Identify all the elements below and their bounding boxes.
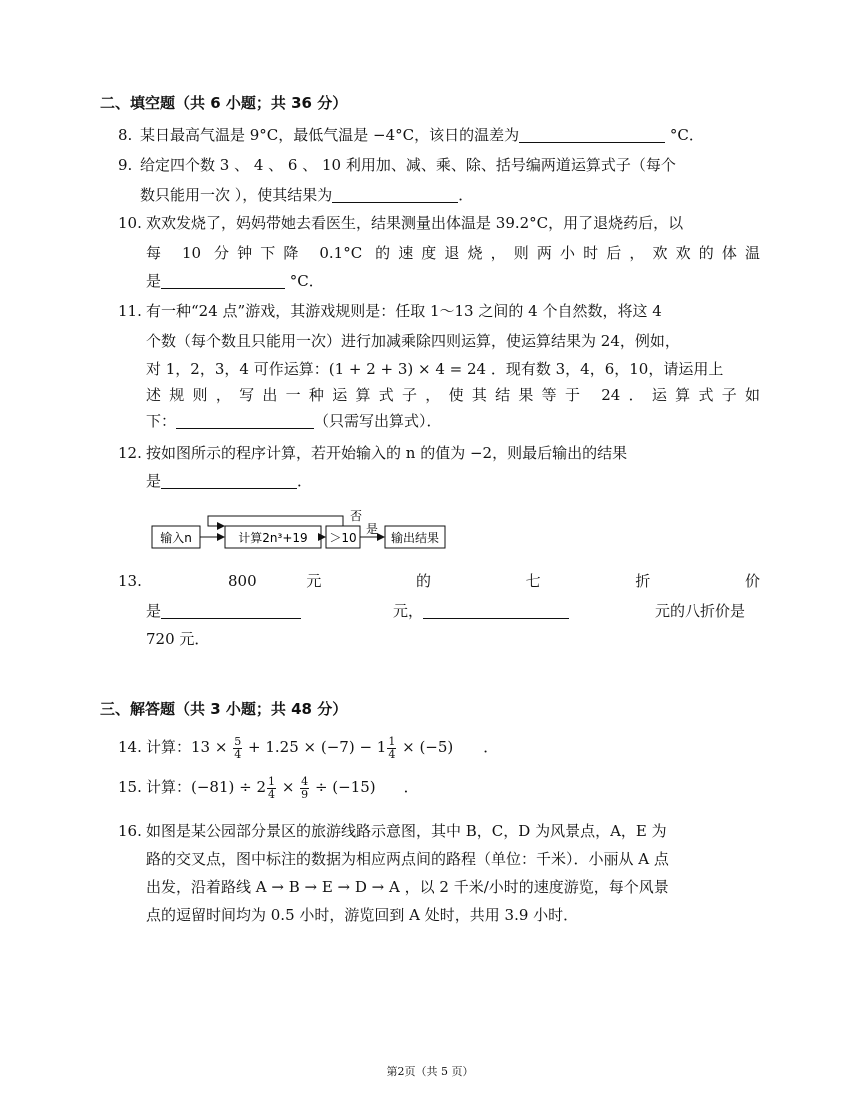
- question-16: 16. 如图是某公园部分景区的旅游线路示意图，其中 B，C，D 为风景点，A，E 为: [118, 816, 760, 846]
- question-11-line-4: 述规则，写出一种运算式子，使其结果等于 24．运算式子如: [146, 386, 760, 404]
- section-title-fill-blank: 二、填空题（共 6 小题；共 36 分）: [100, 94, 348, 112]
- question-10-line-2: 每 10 分钟下降 0.1°C 的速度退烧，则两小时后，欢欢的体温: [146, 244, 760, 262]
- question-number: 15.: [118, 778, 142, 796]
- answer-blank: [161, 600, 301, 619]
- question-10-line-3: 是 °C．: [146, 272, 324, 290]
- question-16-line-2: 路的交叉点，图中标注的数据为相应两点间的路程（单位：千米）．小丽从 A 点: [146, 850, 669, 868]
- answer-blank: [519, 124, 665, 143]
- answer-blank: [161, 470, 297, 489]
- answer-blank: [161, 270, 285, 289]
- answer-blank: [332, 184, 458, 203]
- expression: (−81) ÷ 2 $\frac{1}{4}$ × $\frac{4}{9}$ ÷ (−15): [191, 774, 376, 801]
- program-flowchart: [150, 506, 450, 556]
- fraction: $\frac{5}{4}$: [234, 734, 242, 761]
- loop-arrow-no: [208, 516, 343, 526]
- question-12: 12. 按如图所示的程序计算，若开始输入的 n 的值为 −2，则最后输出的结果: [118, 438, 760, 468]
- question-number: 10.: [118, 214, 142, 232]
- input-label: 输入n: [160, 531, 192, 545]
- question-13-line-2: 是 元， 元的八折价是: [146, 602, 746, 620]
- question-8: 8. 某日最高气温是 9°C，最低气温是 −4°C，该日的温差为 °C．: [118, 120, 760, 150]
- question-number: 16.: [118, 822, 142, 840]
- question-number: 9.: [118, 156, 133, 174]
- fraction: $\frac{4}{9}$: [301, 774, 309, 801]
- question-14: 14. 计算：13 × $\frac{5}{4}$ + 1.25 × (−7) − 1 $\frac{1}{4}$ × (−5) ．: [118, 732, 760, 762]
- question-11: 11. 有一种“24 点”游戏，其游戏规则是：任取 1～13 之间的 4 个自然数，将这 4: [118, 296, 760, 326]
- question-10: 10. 欢欢发烧了，妈妈带她去看医生，结果测量出体温是 39.2°C，用了退烧药后，以: [118, 208, 760, 238]
- no-label: 否: [350, 509, 363, 523]
- question-number: 8.: [118, 126, 133, 144]
- page-footer: 第2页（共 5 页）: [386, 1065, 474, 1078]
- question-11-line-2: 个数（每个数且只能用一次）进行加减乘除四则运算，使运算结果为 24，例如，: [146, 332, 680, 350]
- question-11-line-3: 对 1，2，3，4 可作运算：(1 + 2 + 3) × 4 = 24 ．现有数 3，4，6，10，请运用上: [146, 360, 724, 378]
- answer-blank: [176, 410, 314, 429]
- question-12-line-2: 是 ．: [146, 472, 313, 490]
- compute-label: 计算2n³+19: [238, 531, 308, 545]
- question-number: 13.: [118, 572, 142, 590]
- question-11-line-5: 下： （只需写出算式）．: [146, 412, 442, 430]
- section-title-solve: 三、解答题（共 3 小题；共 48 分）: [100, 700, 348, 718]
- question-9: 9. 给定四个数 3 、 4 、 6 、 10 利用加、减、乘、除、括号编两道运算式子（每个: [118, 150, 760, 180]
- answer-blank: [423, 600, 569, 619]
- fraction: $\frac{1}{4}$: [388, 734, 396, 761]
- question-13-line-3: 720 元．: [146, 630, 210, 648]
- compare-label: ＞10: [329, 531, 357, 545]
- expression: 13 × $\frac{5}{4}$ + 1.25 × (−7) − 1 $\frac{1}{4}$ × (−5): [191, 734, 454, 761]
- question-13-line-1: 800 元 的 七 折 价: [228, 572, 760, 590]
- question-16-line-3: 出发，沿着路线 A → B → E → D → A ，以 2 千米/小时的速度游览，每个风景: [146, 878, 669, 896]
- yes-label: 是: [366, 522, 379, 536]
- question-9-line-2: 数只能用一次 ），使其结果为 ．: [140, 186, 474, 204]
- question-15: 15. 计算：(−81) ÷ 2 $\frac{1}{4}$ × $\frac{4}{9}$ ÷ (−15) ．: [118, 772, 760, 802]
- output-label: 输出结果: [390, 531, 440, 545]
- question-16-line-4: 点的逗留时间均为 0.5 小时，游览回到 A 处时，共用 3.9 小时．: [146, 906, 579, 924]
- question-number: 11.: [118, 302, 142, 320]
- fraction: $\frac{1}{4}$: [268, 774, 276, 801]
- question-number: 12.: [118, 444, 142, 462]
- question-number: 14.: [118, 738, 142, 756]
